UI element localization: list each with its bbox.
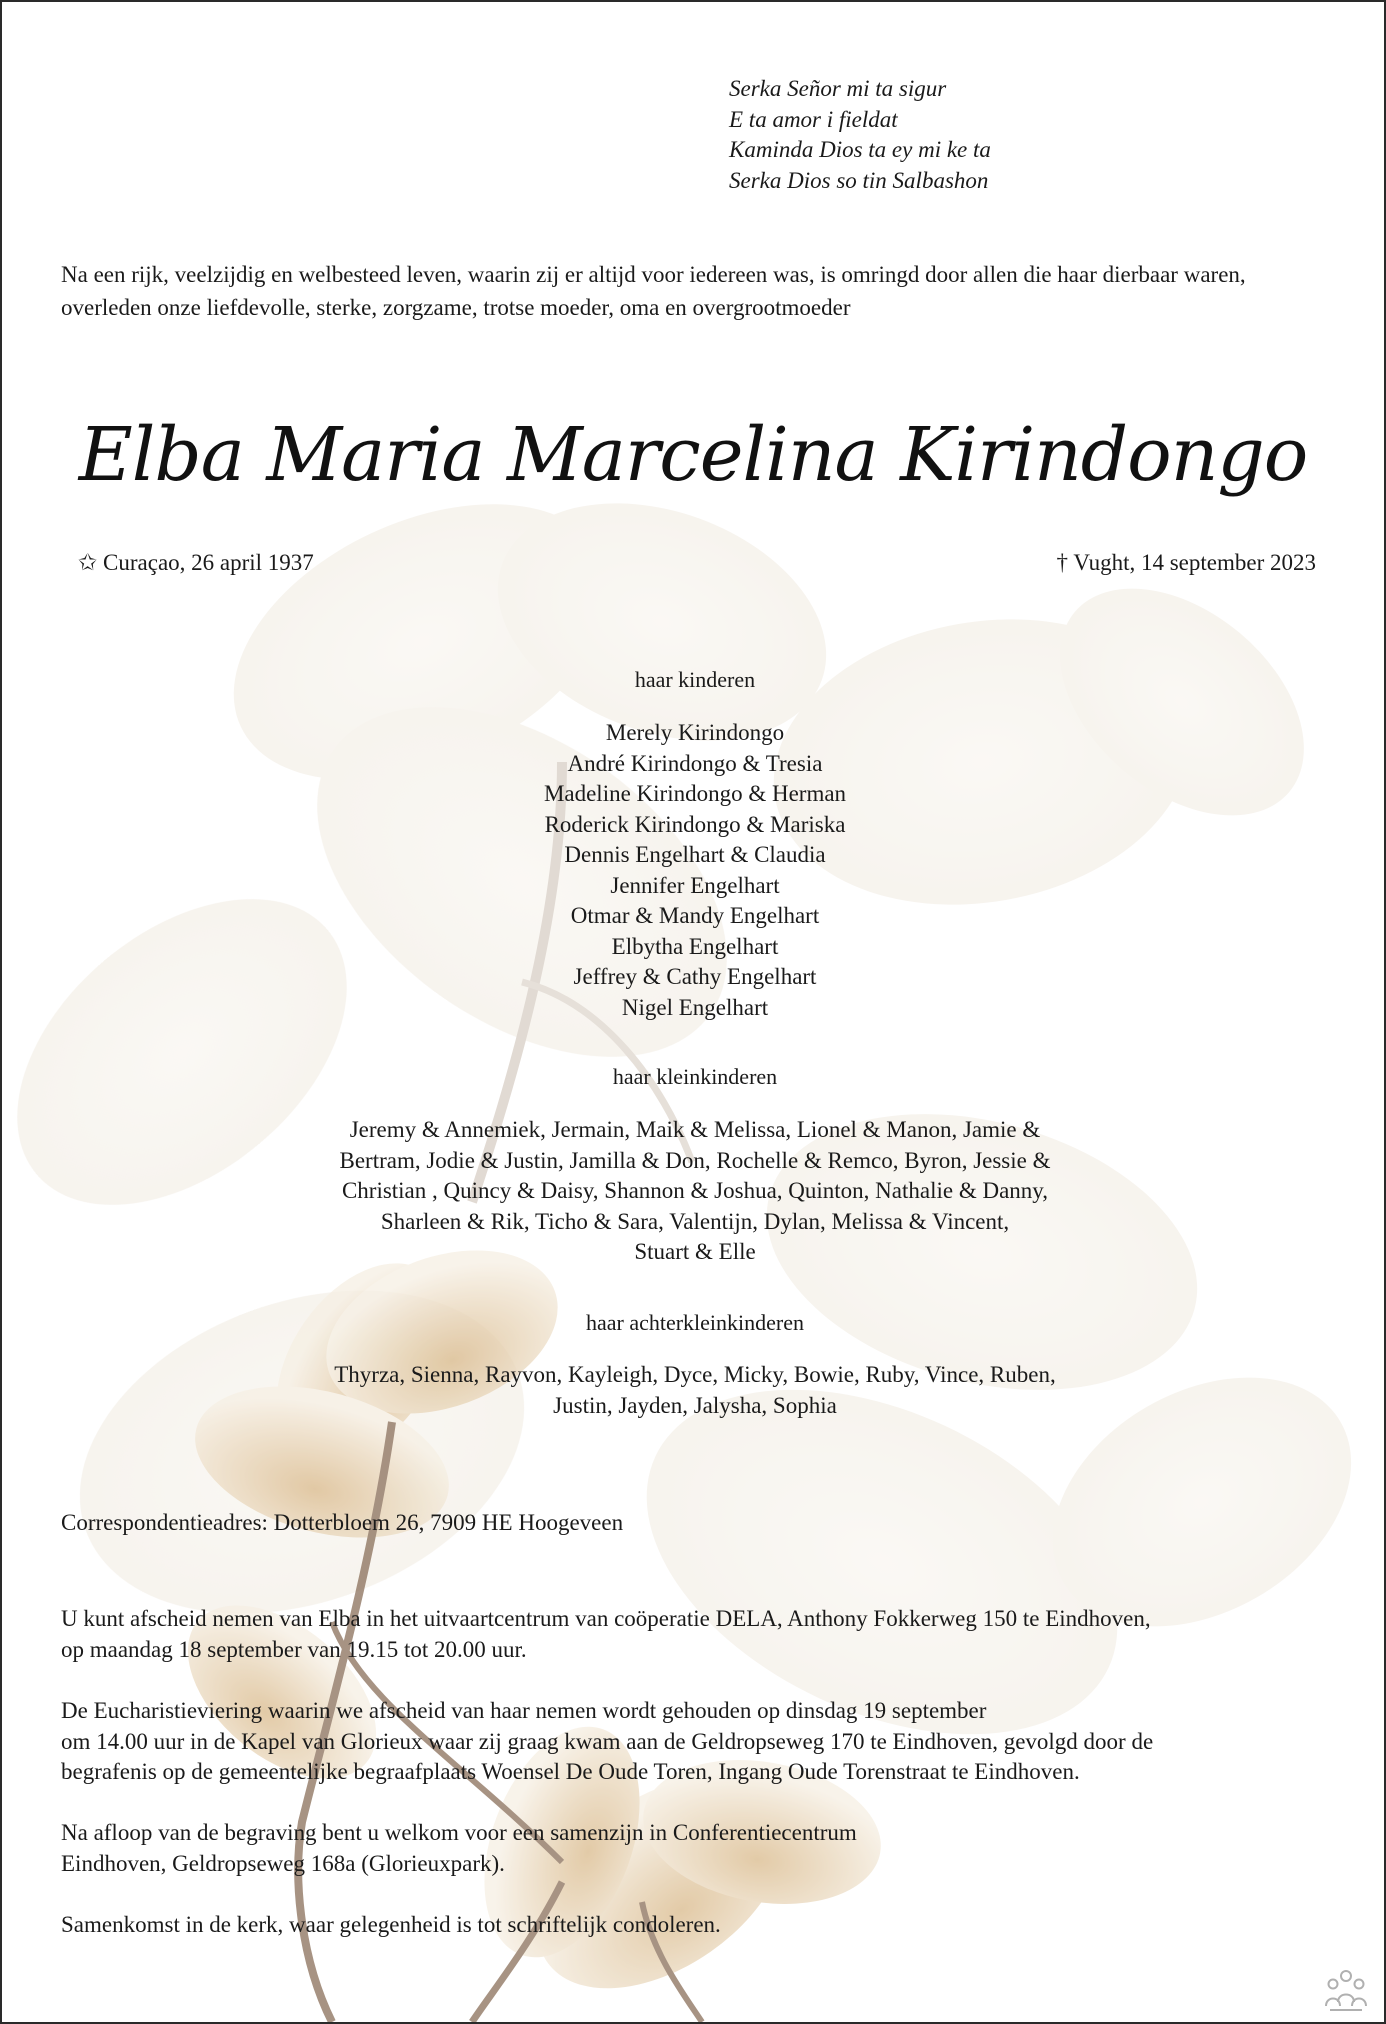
grandchildren-label: [195, 1062, 1195, 1093]
greatgrandchildren-list: [195, 1360, 1195, 1421]
list-item: Jennifer Engelhart: [610, 872, 780, 898]
paragraph-line: U kunt afscheid nemen van Elba in het uitvaartcentrum van coöperatie DELA, Anthony Fokkerweg 150 te Eindhoven,: [61, 1606, 1151, 1631]
death-info: † Vught, 14 september 2023: [1056, 550, 1316, 575]
people-logo-icon: [1322, 1968, 1370, 2012]
list-line: Christian , Quincy & Daisy, Shannon & Joshua, Quinton, Nathalie & Danny,: [341, 1178, 1049, 1203]
list-item: Nigel Engelhart: [621, 994, 769, 1020]
correspondence-address: Correspondentieadres: Dotterbloem 26, 7909 HE Hoogeveen: [61, 1510, 624, 1535]
poem-line: Serka Dios so tin Salbashon: [729, 167, 989, 193]
intro-text: Na een rijk, veelzijdig en welbesteed leven, waarin zij er altijd voor iedereen was, is omringd door allen die haar dierbaar waren, overleden onze liefdevolle, sterke, zorgzame, trotse moeder, oma en overgrootmoeder: [61, 262, 1246, 320]
grandchildren-list: [195, 1115, 1195, 1268]
greatgrandchildren-label: [195, 1308, 1195, 1339]
list-item: André Kirindongo & Tresia: [567, 750, 823, 776]
deceased-name: Elba Maria Marcelina Kirindongo: [78, 412, 1308, 498]
paragraph-line: Na afloop van de begraving bent u welkom voor een samenzijn in Conferentiecentrum: [61, 1820, 857, 1845]
list-item: Jeffrey & Cathy Engelhart: [573, 964, 817, 989]
list-item: Madeline Kirindongo & Herman: [543, 781, 847, 806]
poem: [729, 74, 991, 196]
list-line: Bertram, Jodie & Justin, Jamilla & Don, Rochelle & Remco, Byron, Jessie &: [339, 1147, 1051, 1173]
poem-line: Serka Señor mi ta sigur: [729, 76, 947, 101]
birth-info: ✩ Curaçao, 26 april 1937: [78, 550, 314, 575]
children-list: [195, 718, 1195, 1023]
gathering-paragraph: [61, 1818, 1341, 1879]
list-item: Elbytha Engelhart: [611, 933, 779, 959]
list-line: Jeremy & Annemiek, Jermain, Maik & Melissa, Lionel & Manon, Jamie &: [349, 1117, 1041, 1142]
list-item: Dennis Engelhart & Claudia: [564, 842, 826, 867]
paragraph-line: om 14.00 uur in de Kapel van Glorieux waar zij graag kwam aan de Geldropseweg 170 te Eindhoven, gevolgd door de: [61, 1728, 1154, 1754]
poem-line: Kaminda Dios ta ey mi ke ta: [729, 137, 991, 162]
paragraph-line: De Eucharistieviering waarin we afscheid van haar nemen wordt gehouden op dinsdag 19 september: [61, 1698, 987, 1723]
list-item: Otmar & Mandy Engelhart: [570, 903, 820, 928]
paragraph-line: Eindhoven, Geldropseweg 168a (Glorieuxpark).: [61, 1850, 505, 1876]
poem-line: E ta amor i fieldat: [729, 106, 898, 132]
list-line: Stuart & Elle: [634, 1239, 756, 1264]
paragraph-line: begrafenis op de gemeentelijke begraafplaats Woensel De Oude Toren, Ingang Oude Torenstraat te Eindhoven.: [61, 1759, 1080, 1784]
list-item: Merely Kirindongo: [605, 720, 785, 745]
section-label: haar achterkleinkinderen: [585, 1310, 805, 1335]
section-label: haar kleinkinderen: [612, 1064, 778, 1089]
ceremony-paragraph: [61, 1696, 1341, 1788]
list-line: Justin, Jayden, Jalysha, Sophia: [553, 1392, 837, 1418]
list-line: Thyrza, Sienna, Rayvon, Kayleigh, Dyce, Micky, Bowie, Ruby, Vince, Ruben,: [334, 1362, 1056, 1387]
list-item: Roderick Kirindongo & Mariska: [544, 811, 846, 837]
list-line: Sharleen & Rik, Ticho & Sara, Valentijn, Dylan, Melissa & Vincent,: [380, 1208, 1010, 1234]
paragraph-line: op maandag 18 september van 19.15 tot 20.00 uur.: [61, 1636, 527, 1662]
farewell-paragraph: [61, 1604, 1341, 1665]
section-label: haar kinderen: [634, 667, 756, 692]
condolence-text: Samenkomst in de kerk, waar gelegenheid is tot schriftelijk condoleren.: [61, 1912, 721, 1937]
children-label: [195, 665, 1195, 696]
